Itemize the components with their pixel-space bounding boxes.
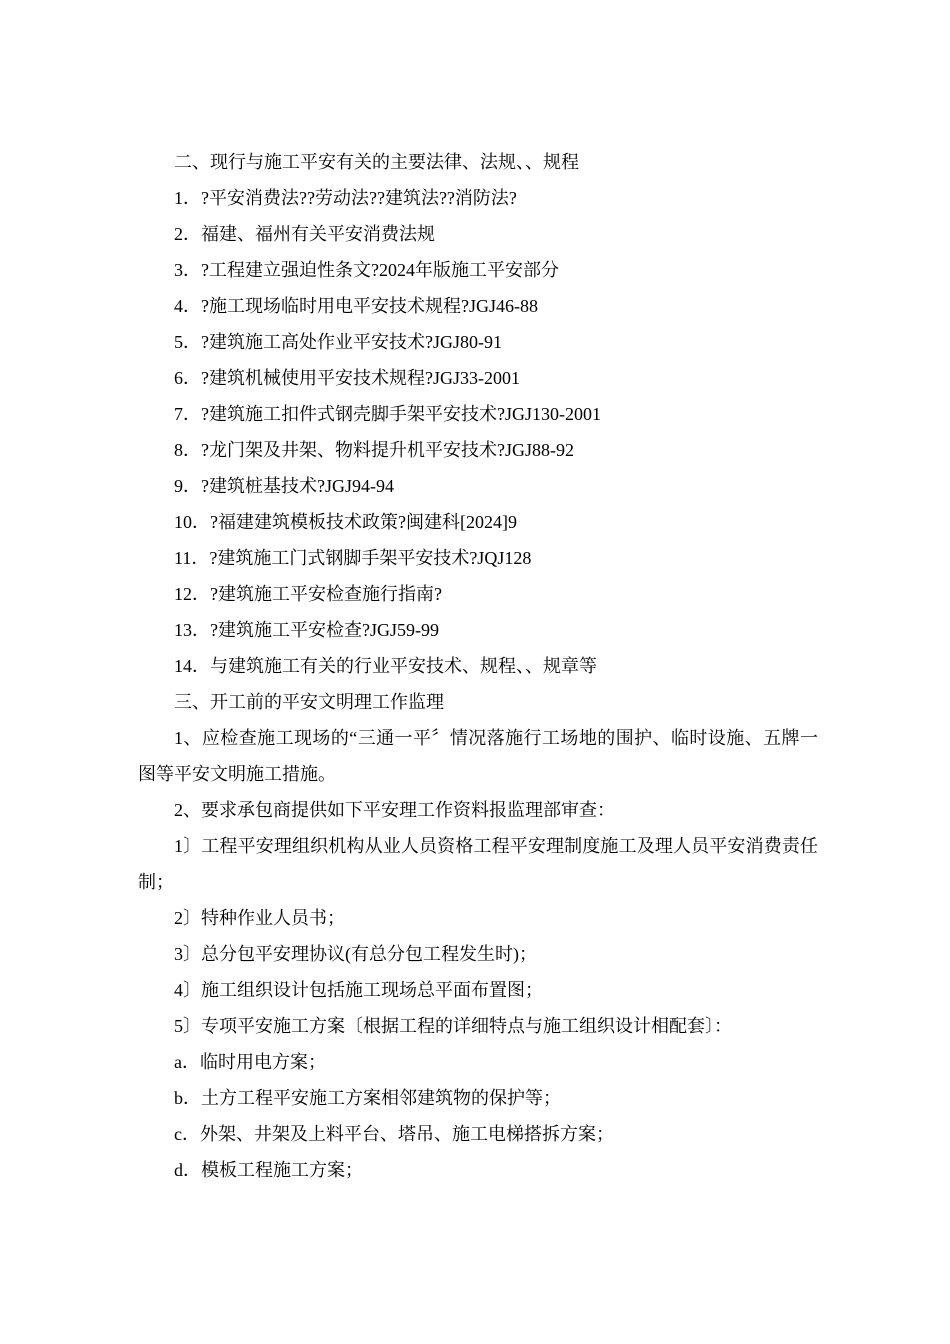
section-3-heading: 三、开工前的平安文明理工作监理 — [174, 692, 444, 712]
list-item: 5．?建筑施工高处作业平安技术?JGJ80-91 — [174, 332, 502, 352]
list-item: 4．?施工现场临时用电平安技术规程?JGJ46-88 — [174, 296, 538, 316]
paragraph: 1、应检查施工现场的“三通一平〞情况落施行工场地的围护、临时设施、五牌一图等平安文明施工措施。 — [138, 728, 818, 784]
section-2-heading: 二、现行与施工平安有关的主要法律、法规、、规程 — [174, 152, 579, 172]
list-item: 12．?建筑施工平安检查施行指南? — [174, 584, 442, 604]
list-item: 9．?建筑桩基技术?JGJ94-94 — [174, 476, 394, 496]
list-item: 7．?建筑施工扣件式钢壳脚手架平安技术?JGJ130-2001 — [174, 404, 601, 424]
paragraph: 2、要求承包商提供如下平安理工作资料报监理部审查： — [174, 800, 615, 820]
sub-paragraph: 4〕施工组织设计包括施工现场总平面布置图； — [174, 980, 543, 1000]
sub-paragraph: 5〕专项平安施工方案〔根据工程的详细特点与施工组织设计相配套〕： — [174, 1016, 732, 1036]
list-item: d．模板工程施工方案； — [174, 1160, 363, 1180]
sub-paragraph: 2〕特种作业人员书； — [174, 908, 345, 928]
list-item: 14．与建筑施工有关的行业平安技术、规程、、规章等 — [174, 656, 597, 676]
list-item: 6．?建筑机械使用平安技术规程?JGJ33-2001 — [174, 368, 520, 388]
list-item: c．外架、井架及上料平台、塔吊、施工电梯搭拆方案； — [174, 1124, 614, 1144]
list-item: 8．?龙门架及井架、物料提升机平安技术?JGJ88-92 — [174, 440, 574, 460]
list-item: 11．?建筑施工门式钢脚手架平安技术?JQJ128 — [174, 548, 532, 568]
sub-paragraph: 3〕总分包平安理协议(有总分包工程发生时)； — [174, 944, 537, 964]
list-item: 1．?平安消费法??劳动法??建筑法??消防法? — [174, 188, 517, 208]
list-item: b．土方工程平安施工方案相邻建筑物的保护等； — [174, 1088, 561, 1108]
sub-paragraph: 1〕工程平安理组织机构从业人员资格工程平安理制度施工及理人员平安消费责任制； — [138, 836, 818, 892]
list-item: 2．福建、福州有关平安消费法规 — [174, 224, 435, 244]
list-item: 3．?工程建立强迫性条文?2024年版施工平安部分 — [174, 260, 559, 280]
list-item: 13．?建筑施工平安检查?JGJ59-99 — [174, 620, 439, 640]
list-item: a．临时用电方案； — [174, 1052, 326, 1072]
document-page — [138, 144, 818, 1188]
list-item: 10．?福建建筑模板技术政策?闽建科[2024]9 — [174, 512, 517, 532]
